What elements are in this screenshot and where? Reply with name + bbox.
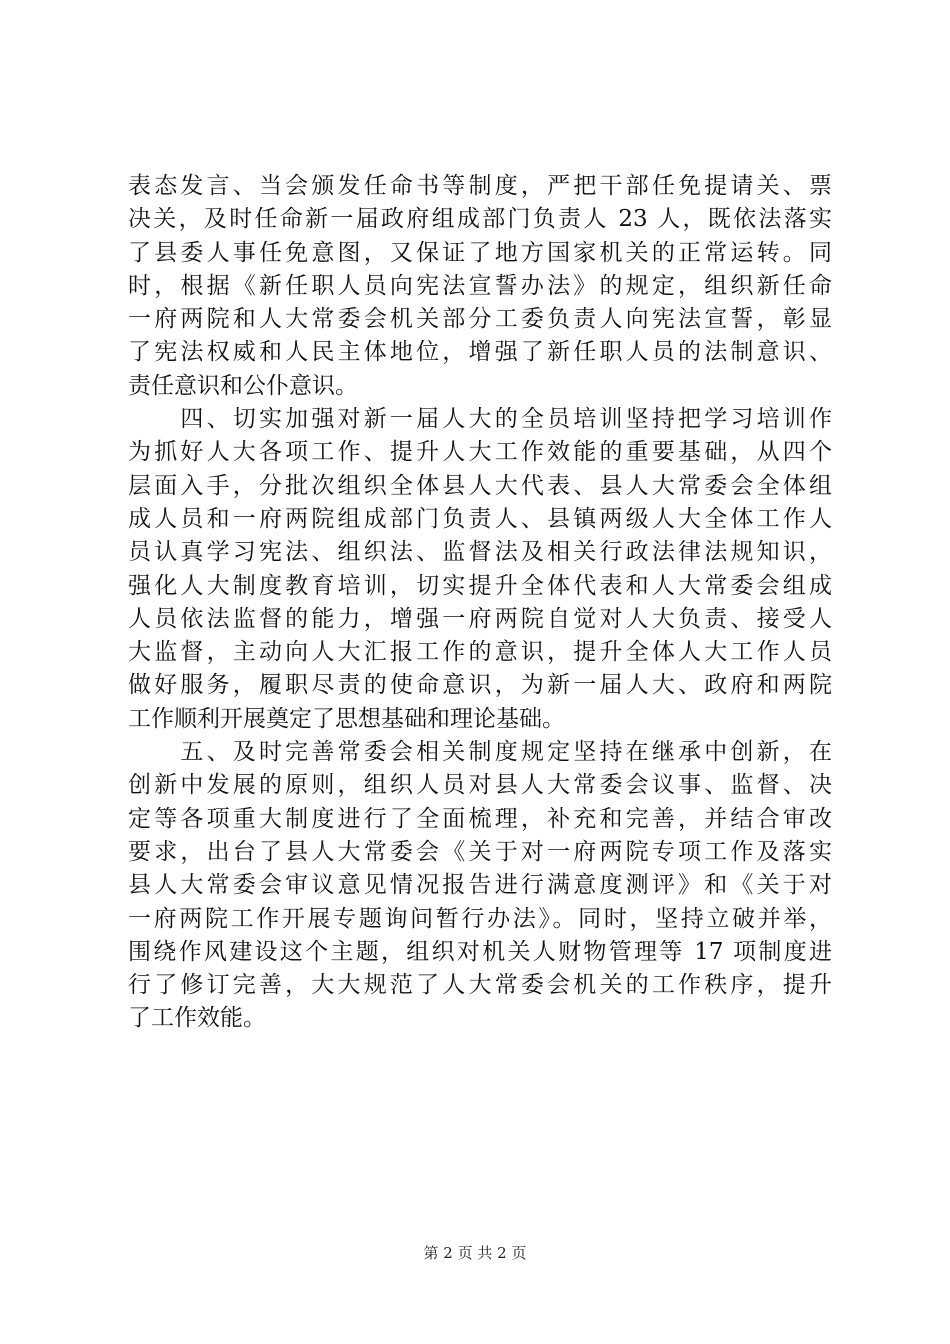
text-line: 要求，出台了县人大常委会《关于对一府两院专项工作及落实 — [128, 838, 832, 865]
text-line: 决关，及时任命新一届政府组成部门负责人 23 人，既依法落实 — [128, 206, 832, 233]
paragraph-appointments — [128, 170, 832, 403]
page-number-footer: 第 2 页 共 2 页 — [423, 1244, 527, 1262]
text-line: 员认真学习宪法、组织法、监督法及相关行政法律法规知识， — [128, 539, 832, 566]
text-line: 定等各项重大制度进行了全面梳理，补充和完善，并结合审改 — [128, 805, 832, 832]
text-line: 为抓好人大各项工作、提升人大工作效能的重要基础，从四个 — [128, 439, 832, 466]
text-line: 四、切实加强对新一届人大的全员培训坚持把学习培训作 — [128, 406, 832, 433]
text-line: 工作顺利开展奠定了思想基础和理论基础。 — [128, 705, 565, 732]
text-line: 人员依法监督的能力，增强一府两院自觉对人大负责、接受人 — [128, 605, 832, 632]
paragraph-section-five — [128, 736, 832, 1036]
text-line: 围绕作风建设这个主题，组织对机关人财物管理等 17 项制度进 — [128, 938, 832, 965]
text-line: 县人大常委会审议意见情况报告进行满意度测评》和《关于对 — [128, 872, 832, 899]
text-line: 一府两院工作开展专题询问暂行办法》。同时，坚持立破并举， — [128, 905, 832, 932]
text-line: 创新中发展的原则，组织人员对县人大常委会议事、监督、决 — [128, 772, 832, 799]
text-line: 大监督，主动向人大汇报工作的意识，提升全体人大工作人员 — [128, 639, 832, 666]
text-line: 五、及时完善常委会相关制度规定坚持在继承中创新，在 — [128, 739, 832, 766]
text-line: 表态发言、当会颁发任命书等制度，严把干部任免提请关、票 — [128, 173, 832, 199]
body-text — [128, 170, 832, 1036]
text-line: 做好服务，履职尽责的使命意识，为新一届人大、政府和两院 — [128, 672, 832, 699]
text-line: 责任意识和公仆意识。 — [128, 372, 358, 399]
text-line: 一府两院和人大常委会机关部分工委负责人向宪法宣誓，彰显 — [128, 306, 832, 333]
text-line: 强化人大制度教育培训，切实提升全体代表和人大常委会组成 — [128, 572, 832, 599]
text-line: 行了修订完善，大大规范了人大常委会机关的工作秩序，提升 — [128, 972, 832, 999]
text-line: 时，根据《新任职人员向宪法宣誓办法》的规定，组织新任命 — [128, 272, 832, 299]
paragraph-section-four — [128, 403, 832, 736]
text-line: 了工作效能。 — [128, 1005, 266, 1032]
text-line: 层面入手，分批次组织全体县人大代表、县人大常委会全体组 — [128, 472, 832, 499]
text-line: 了县委人事任免意图，又保证了地方国家机关的正常运转。同 — [128, 239, 832, 266]
text-line: 了宪法权威和人民主体地位，增强了新任职人员的法制意识、 — [128, 339, 832, 366]
text-line: 成人员和一府两院组成部门负责人、县镇两级人大全体工作人 — [128, 505, 832, 532]
